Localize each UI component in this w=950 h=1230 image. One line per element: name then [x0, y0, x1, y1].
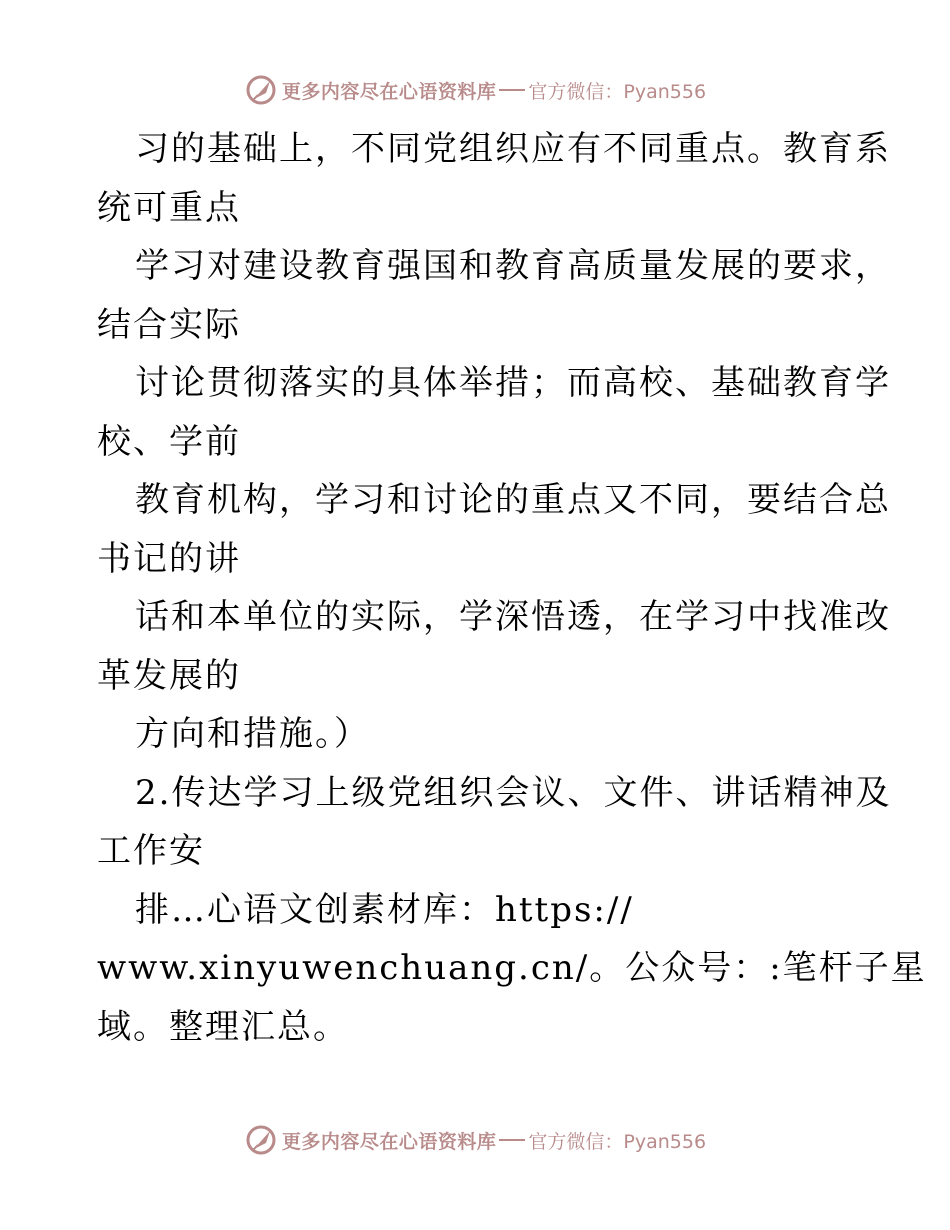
footer-watermark: [0, 1120, 950, 1160]
header-wechat-text: 官方微信：Pyan556: [528, 80, 707, 103]
body-line: 2.传达学习上级党组织会议、文件、讲话精神及: [135, 772, 892, 813]
header-site-text: 更多内容尽在心语资料库: [281, 80, 497, 103]
footer-site-text: 更多内容尽在心语资料库: [281, 1130, 497, 1153]
body-line: 工作安: [97, 831, 205, 871]
header-watermark: [0, 70, 950, 110]
body-line: 书记的讲: [97, 538, 241, 579]
body-line: 革发展的: [97, 655, 241, 696]
quill-logo-icon: [244, 73, 278, 107]
footer-wechat-text: 官方微信：Pyan556: [528, 1130, 707, 1153]
quill-logo-icon: [244, 1123, 278, 1157]
body-line: 讨论贯彻落实的具体举措；而高校、基础教育学: [135, 363, 891, 403]
body-line: 方向和措施。）: [135, 714, 370, 754]
body-line: 域。整理汇总。: [97, 1006, 349, 1047]
body-line: 话和本单位的实际，学深悟透，在学习中找准改: [135, 597, 891, 637]
body-line: 学习对建设教育强国和教育高质量发展的要求，: [135, 246, 891, 286]
body-line: 统可重点: [97, 187, 241, 228]
body-line: 教育机构，学习和讨论的重点又不同，要结合总: [135, 480, 891, 520]
body-line: 校、学前: [97, 421, 241, 462]
header-dash: [499, 89, 525, 91]
body-line: 排…心语文创素材库：https://: [135, 889, 634, 930]
body-line: www.xinyuwenchuang.cn/。公众号：:笔杆子星: [97, 948, 927, 988]
body-line: 结合实际: [97, 304, 241, 345]
document-body: [97, 120, 927, 1056]
footer-dash: [499, 1139, 525, 1141]
body-line: 习的基础上，不同党组织应有不同重点。教育系: [135, 129, 891, 169]
